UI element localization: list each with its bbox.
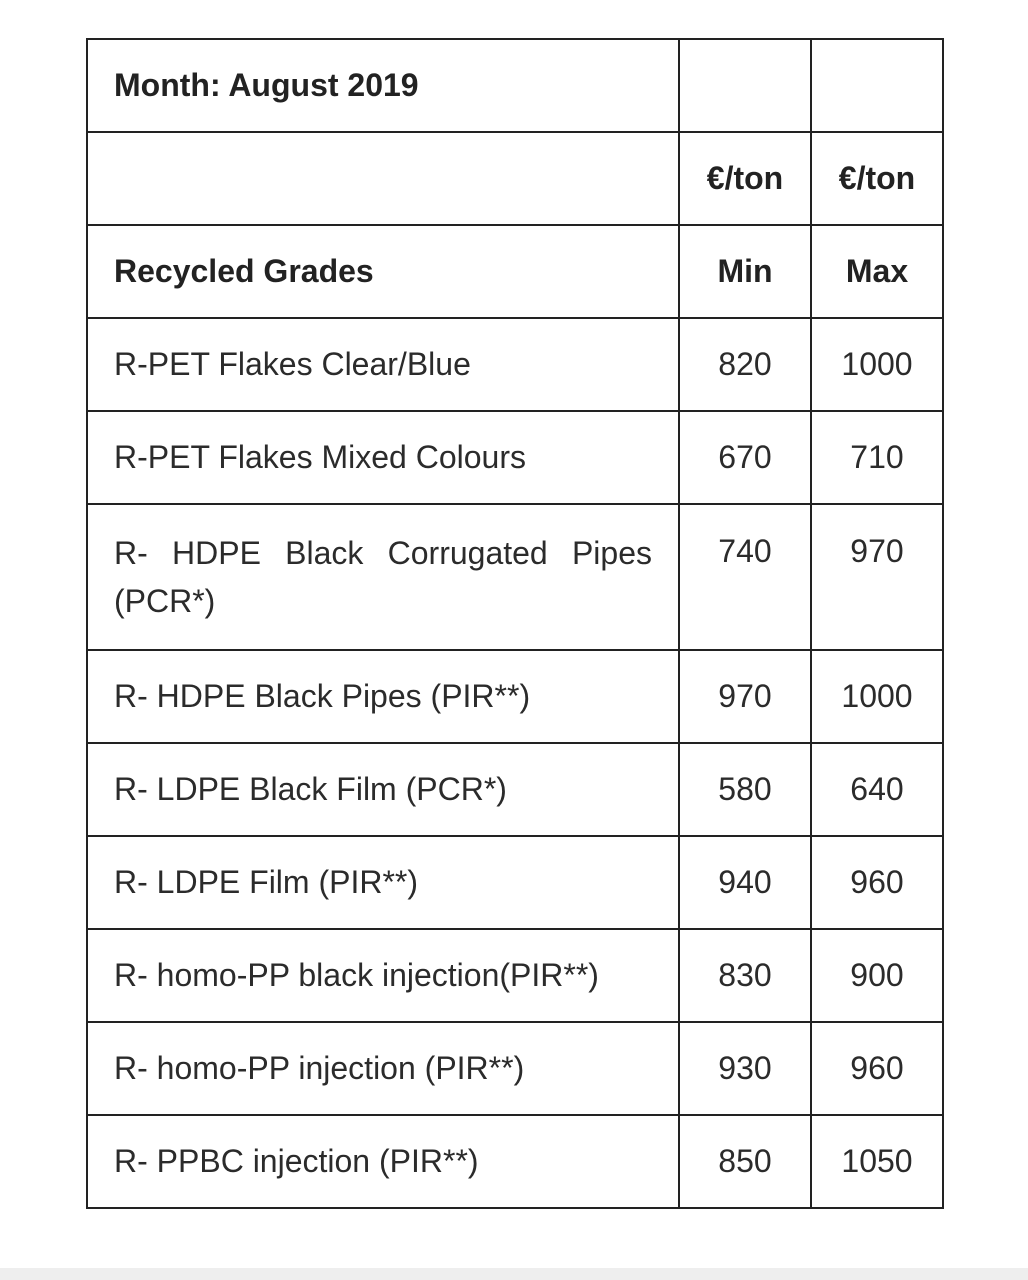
max-header: Max <box>811 225 943 318</box>
grade-name: R- homo-PP injection (PIR**) <box>87 1022 679 1115</box>
table-row <box>87 1022 943 1115</box>
month-empty-cell-max <box>811 39 943 132</box>
bottom-divider <box>0 1268 1028 1280</box>
max-price: 970 <box>811 504 943 650</box>
grade-name: R- HDPE Black Corrugated Pipes (PCR*) <box>87 504 679 650</box>
grade-name: R- PPBC injection (PIR**) <box>87 1115 679 1208</box>
min-price: 740 <box>679 504 811 650</box>
max-price: 640 <box>811 743 943 836</box>
recycled-grades-price-table <box>86 38 944 1209</box>
grade-name: R-PET Flakes Clear/Blue <box>87 318 679 411</box>
min-unit: €/ton <box>679 132 811 225</box>
table-row <box>87 650 943 743</box>
max-price: 1000 <box>811 650 943 743</box>
min-price: 970 <box>679 650 811 743</box>
unit-row <box>87 132 943 225</box>
max-unit: €/ton <box>811 132 943 225</box>
min-price: 580 <box>679 743 811 836</box>
month-empty-cell-min <box>679 39 811 132</box>
min-price: 670 <box>679 411 811 504</box>
grade-name: R-PET Flakes Mixed Colours <box>87 411 679 504</box>
table-row <box>87 318 943 411</box>
grade-name: R- LDPE Film (PIR**) <box>87 836 679 929</box>
table-row <box>87 929 943 1022</box>
grade-name: R- LDPE Black Film (PCR*) <box>87 743 679 836</box>
grade-name: R- HDPE Black Pipes (PIR**) <box>87 650 679 743</box>
table-row <box>87 504 943 650</box>
table-row <box>87 1115 943 1208</box>
min-header: Min <box>679 225 811 318</box>
max-price: 1050 <box>811 1115 943 1208</box>
month-label: Month: August 2019 <box>87 39 679 132</box>
max-price: 900 <box>811 929 943 1022</box>
grade-header: Recycled Grades <box>87 225 679 318</box>
table-row <box>87 743 943 836</box>
month-row <box>87 39 943 132</box>
max-price: 960 <box>811 836 943 929</box>
max-price: 960 <box>811 1022 943 1115</box>
min-price: 830 <box>679 929 811 1022</box>
header-row <box>87 225 943 318</box>
max-price: 1000 <box>811 318 943 411</box>
table-row <box>87 836 943 929</box>
min-price: 940 <box>679 836 811 929</box>
unit-empty-cell <box>87 132 679 225</box>
table-row <box>87 411 943 504</box>
min-price: 930 <box>679 1022 811 1115</box>
grade-name: R- homo-PP black injection(PIR**) <box>87 929 679 1022</box>
min-price: 820 <box>679 318 811 411</box>
max-price: 710 <box>811 411 943 504</box>
min-price: 850 <box>679 1115 811 1208</box>
